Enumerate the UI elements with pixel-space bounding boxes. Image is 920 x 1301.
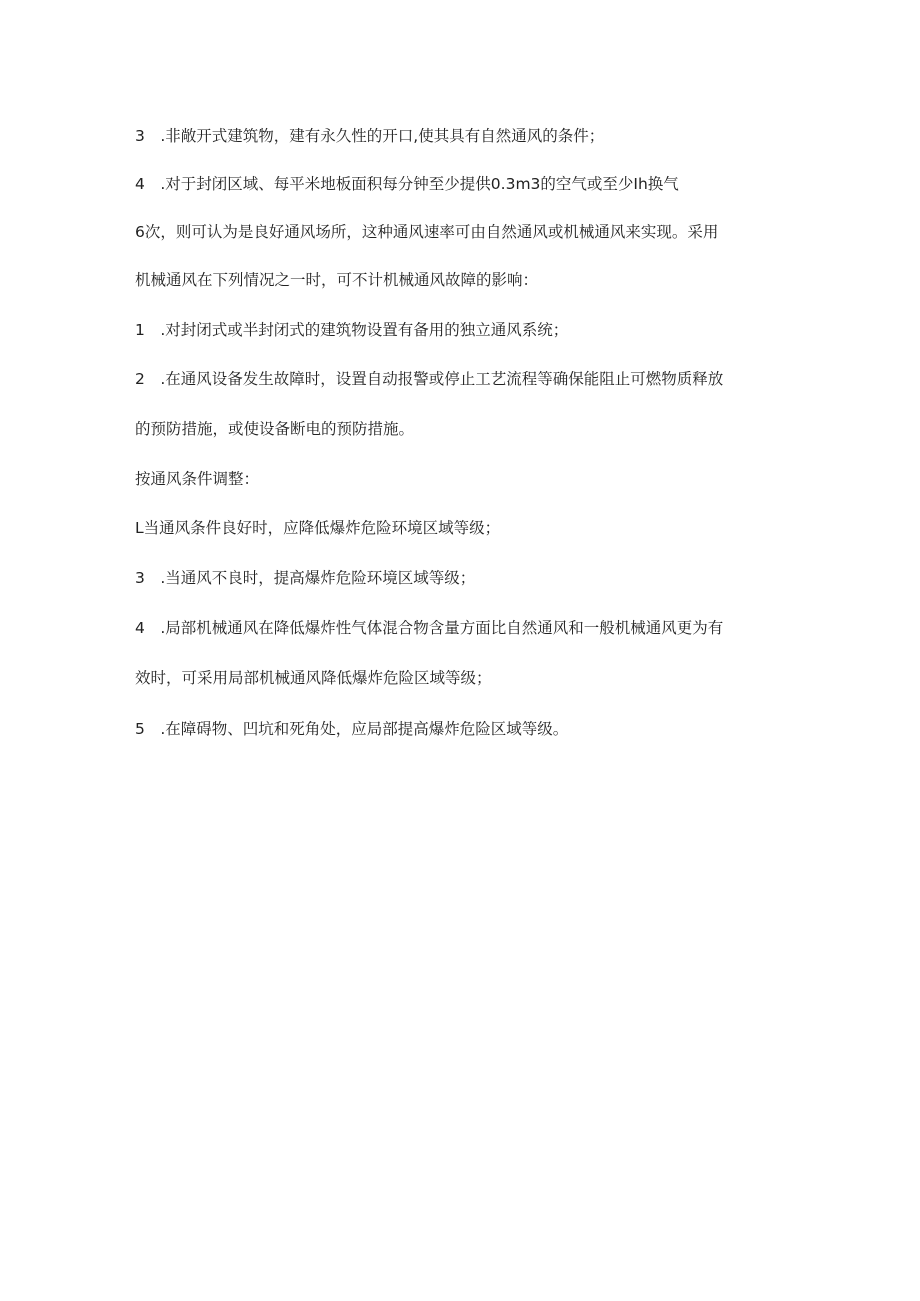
paragraph-line: 5 .在障碍物、凹坑和死角处，应局部提高爆炸危险区域等级。: [135, 720, 569, 738]
paragraph-line: 按通风条件调整：: [135, 470, 260, 488]
paragraph-line: L当通风条件良好时，应降低爆炸危险环境区域等级；: [135, 519, 501, 537]
paragraph-line: 2 .在通风设备发生故障时，设置自动报警或停止工艺流程等确保能阻止可燃物质释放: [135, 370, 724, 388]
paragraph-line: 3 .非敞开式建筑物，建有永久性的开口,使其具有自然通风的条件；: [135, 127, 605, 145]
paragraph-line: 1 .对封闭式或半封闭式的建筑物设置有备用的独立通风系统；: [135, 321, 569, 339]
paragraph-line: 4 .局部机械通风在降低爆炸性气体混合物含量方面比自然通风和一般机械通风更为有: [135, 619, 724, 637]
paragraph-line: 6次，则可认为是良好通风场所，这种通风速率可由自然通风或机械通风来实现。采用: [135, 223, 719, 241]
paragraph-line: 效时，可采用局部机械通风降低爆炸危险区域等级；: [135, 669, 492, 687]
paragraph-line: 的预防措施，或使设备断电的预防措施。: [135, 420, 415, 438]
paragraph-line: 4 .对于封闭区域、每平米地板面积每分钟至少提供0.3m3的空气或至少Ih换气: [135, 175, 679, 193]
paragraph-line: 机械通风在下列情况之一时，可不计机械通风故障的影响：: [135, 271, 539, 289]
paragraph-line: 3 .当通风不良时，提高爆炸危险环境区域等级；: [135, 569, 476, 587]
